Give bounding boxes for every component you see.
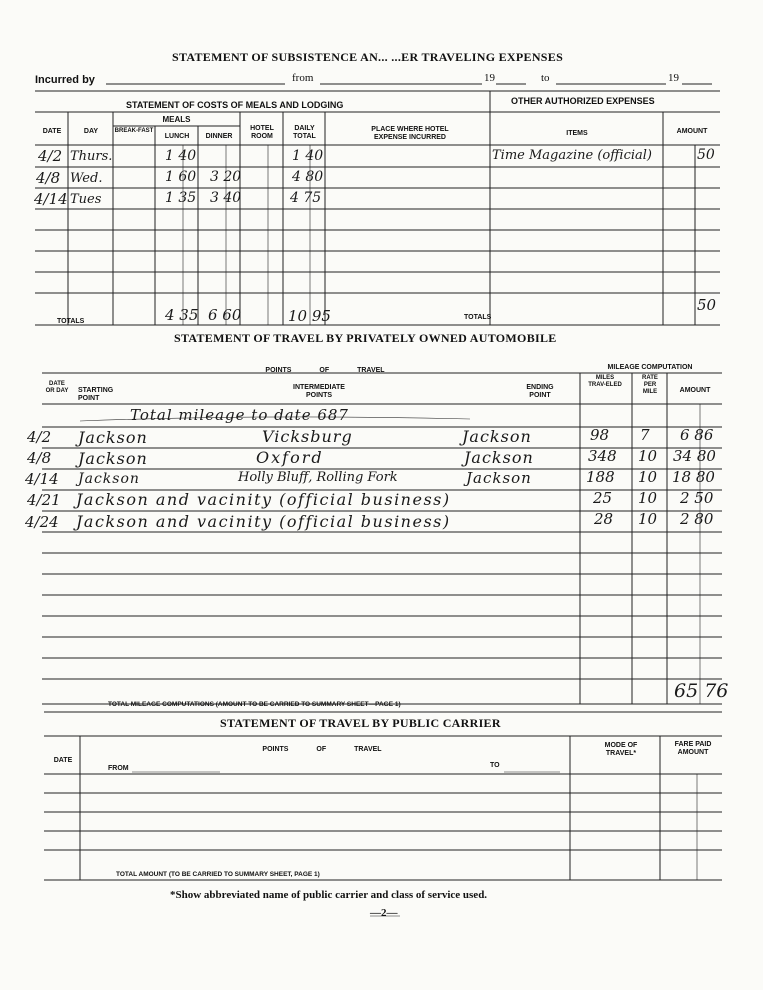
carrier-section-title: STATEMENT OF TRAVEL BY PUBLIC CARRIER <box>220 716 501 730</box>
auto-row-2-rate: 10 <box>638 447 658 465</box>
auto-row-4-start: Jackson and vacinity (official business) <box>76 490 451 509</box>
meal-row-1-day: Thurs. <box>70 149 113 164</box>
auto-row-2-date: 4/8 <box>27 449 52 467</box>
auto-row-5-miles: 28 <box>594 510 614 528</box>
auto-starting-label: STARTING POINT <box>78 387 114 402</box>
col-date: DATE <box>42 128 62 135</box>
other-total: 50 <box>697 296 717 314</box>
auto-total: 65 76 <box>674 680 729 702</box>
auto-row-1-start: Jackson <box>78 428 148 447</box>
auto-mileage-label: MILEAGE COMPUTATION <box>607 364 693 371</box>
col-dinner: DINNER <box>205 133 233 140</box>
meal-row-3-dinner: 3 40 <box>210 190 242 206</box>
year-prefix-1: 19 <box>484 72 495 84</box>
auto-section-title: STATEMENT OF TRAVEL BY PRIVATELY OWNED AUTOMOBILE <box>174 331 557 345</box>
auto-date-label: DATE OR DAY <box>45 381 69 394</box>
meal-row-2-date: 4/8 <box>36 169 61 187</box>
auto-row-3-rate: 10 <box>638 468 658 486</box>
auto-row-2-miles: 348 <box>588 447 617 465</box>
col-items: ITEMS <box>566 130 588 137</box>
meal-row-3-lunch: 1 35 <box>165 190 197 206</box>
auto-rate-label: RATE PER MILE <box>642 375 658 395</box>
auto-row-3-inter: Holly Bluff, Rolling Fork <box>238 470 398 485</box>
auto-amount-label: AMOUNT <box>679 387 711 394</box>
auto-row-5-start: Jackson and vacinity (official business) <box>76 512 451 531</box>
col-day: DAY <box>83 128 99 135</box>
year-prefix-2: 19 <box>668 72 679 84</box>
auto-miles-label: MILES TRAV-ELED <box>588 375 622 388</box>
auto-row-5-amount: 2 80 <box>680 510 714 528</box>
meals-totals-label: TOTALS <box>57 318 85 325</box>
form-title: STATEMENT OF SUBSISTENCE AN... ...ER TRAVELING EXPENSES <box>172 50 564 64</box>
meals-total-lunch: 4 35 <box>165 306 199 324</box>
auto-row-4-miles: 25 <box>593 489 613 507</box>
meal-row-3-date: 4/14 <box>34 190 68 208</box>
incurred-by-label: Incurred by <box>35 74 95 86</box>
auto-row-2-inter: Oxford <box>256 448 324 467</box>
auto-row-2-amount: 34 80 <box>673 447 716 465</box>
auto-points-label: POINTS OF TRAVEL <box>265 367 385 374</box>
page-number: —2— <box>370 907 398 919</box>
auto-row-3-miles: 188 <box>586 468 615 486</box>
auto-row-3-amount: 18 80 <box>672 468 715 486</box>
auto-row-4-date: 4/21 <box>27 491 61 509</box>
auto-row-3-start: Jackson <box>78 471 140 487</box>
to-label: to <box>541 72 550 84</box>
auto-ending-label: ENDING POINT <box>526 384 554 399</box>
auto-row-1-end: Jackson <box>462 427 532 446</box>
meal-row-1-total: 1 40 <box>292 148 324 164</box>
other-totals-label: TOTALS <box>464 314 492 321</box>
auto-intermediate-label: INTERMEDIATE POINTS <box>293 384 345 399</box>
other-row-1-item: Time Magazine (official) <box>492 148 653 163</box>
meal-row-2-total: 4 80 <box>292 169 324 185</box>
auto-row-1-rate: 7 <box>640 426 650 444</box>
auto-row-2-end: Jackson <box>464 448 534 467</box>
carrier-points-label: POINTS OF TRAVEL <box>262 746 382 753</box>
meal-row-1-date: 4/2 <box>38 147 63 165</box>
meal-row-3-day: Tues <box>70 192 102 207</box>
auto-row-1-inter: Vicksburg <box>262 427 353 446</box>
auto-row-5-date: 4/24 <box>25 513 59 531</box>
meal-row-2-lunch: 1 60 <box>165 169 197 185</box>
meals-total-daily: 10 95 <box>288 307 331 325</box>
auto-total-label: TOTAL MILEAGE COMPUTATIONS (AMOUNT TO BE CARRIED TO SUMMARY SHEET—PAGE 1) <box>108 701 401 708</box>
auto-row-3-end: Jackson <box>466 469 532 487</box>
auto-row-1-amount: 6 86 <box>680 426 714 444</box>
auto-mileage-note: Total mileage to date 687 <box>130 406 349 424</box>
auto-row-5-rate: 10 <box>638 510 658 528</box>
col-amount: AMOUNT <box>676 128 708 135</box>
col-place: PLACE WHERE HOTEL EXPENSE INCURRED <box>371 126 449 141</box>
meal-row-3-total: 4 75 <box>290 190 322 206</box>
carrier-to-label: TO <box>490 762 500 769</box>
auto-row-2-start: Jackson <box>78 449 148 468</box>
carrier-from-label: FROM <box>108 765 129 772</box>
col-daily-total: DAILY TOTAL <box>293 125 316 140</box>
auto-row-1-miles: 98 <box>590 426 610 444</box>
auto-row-4-amount: 2 50 <box>680 489 714 507</box>
meal-row-1-lunch: 1 40 <box>165 148 197 164</box>
other-row-1-amount: 50 <box>697 147 715 163</box>
carrier-fare-label: FARE PAID AMOUNT <box>674 741 712 756</box>
auto-row-4-rate: 10 <box>638 489 658 507</box>
col-breakfast: BREAK-FAST <box>114 128 154 134</box>
auto-row-1-date: 4/2 <box>27 428 52 446</box>
carrier-date-label: DATE <box>53 757 73 764</box>
other-section-title: OTHER AUTHORIZED EXPENSES <box>511 96 655 106</box>
carrier-mode-label: MODE OF TRAVEL* <box>604 742 638 757</box>
carrier-total-label: TOTAL AMOUNT (TO BE CARRIED TO SUMMARY SHEET, PAGE 1) <box>116 871 320 878</box>
meal-row-2-dinner: 3 20 <box>210 169 242 185</box>
meals-section-title: STATEMENT OF COSTS OF MEALS AND LODGING <box>126 100 344 110</box>
from-label: from <box>292 72 314 84</box>
footer-note: *Show abbreviated name of public carrier and class of service used. <box>170 889 488 901</box>
col-meals-group: MEALS <box>162 115 191 124</box>
meals-total-dinner: 6 60 <box>208 306 242 324</box>
meal-row-2-day: Wed. <box>70 171 103 186</box>
col-hotel-room: HOTEL ROOM <box>250 125 274 140</box>
col-lunch: LUNCH <box>164 133 190 140</box>
auto-row-3-date: 4/14 <box>25 470 59 488</box>
